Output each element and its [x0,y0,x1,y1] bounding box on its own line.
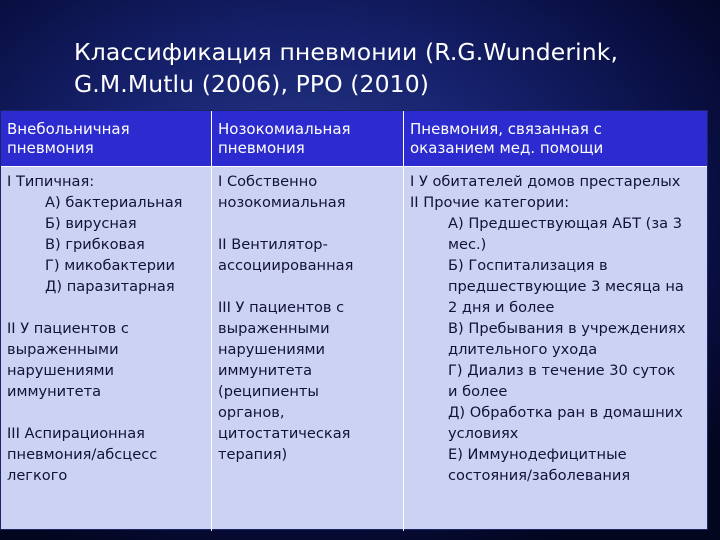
slide-title [74,36,714,100]
header-nosocomial: Нозокомиальная пневмония [218,120,351,157]
title-line-1: Классификация пневмонии (R.G.Wunderink, [74,38,619,66]
header-community-acquired: Внебольничная пневмония [7,120,130,157]
title-line-2: G.M.Mutlu (2006), РРО (2010) [74,70,430,98]
classification-table [0,110,708,530]
table-header-row [1,111,707,167]
cell-healthcare-associated: I У обитателей домов престарелых II Прочие категории: А) Предшествующая АБТ (за 3 мес.) Б) Госпитализация в предшествующие 3 месяца на 2 дня и более В) Пребывания в учреждениях длительного ухода Г) Диализ в течение 30 суток и более Д) Обработка ран в домашних условиях Е) Иммунодефицитные состояния/заболевания [410,173,686,484]
cell-nosocomial: I Собственно нозокомиальная II Вентилятор- ассоциированная III У пациентов с выраженными нарушениями иммунитета (реципиенты органов, цитостатическая терапия) [218,173,354,463]
header-healthcare-associated: Пневмония, связанная с оказанием мед. помощи [410,120,604,157]
cell-community-acquired: I Типичная: А) бактериальная Б) вирусная В) грибковая Г) микобактерии Д) паразитарная II У пациентов с выраженными нарушениями иммунитета III Аспирационная пневмония/абсцесс легкого [7,173,183,484]
